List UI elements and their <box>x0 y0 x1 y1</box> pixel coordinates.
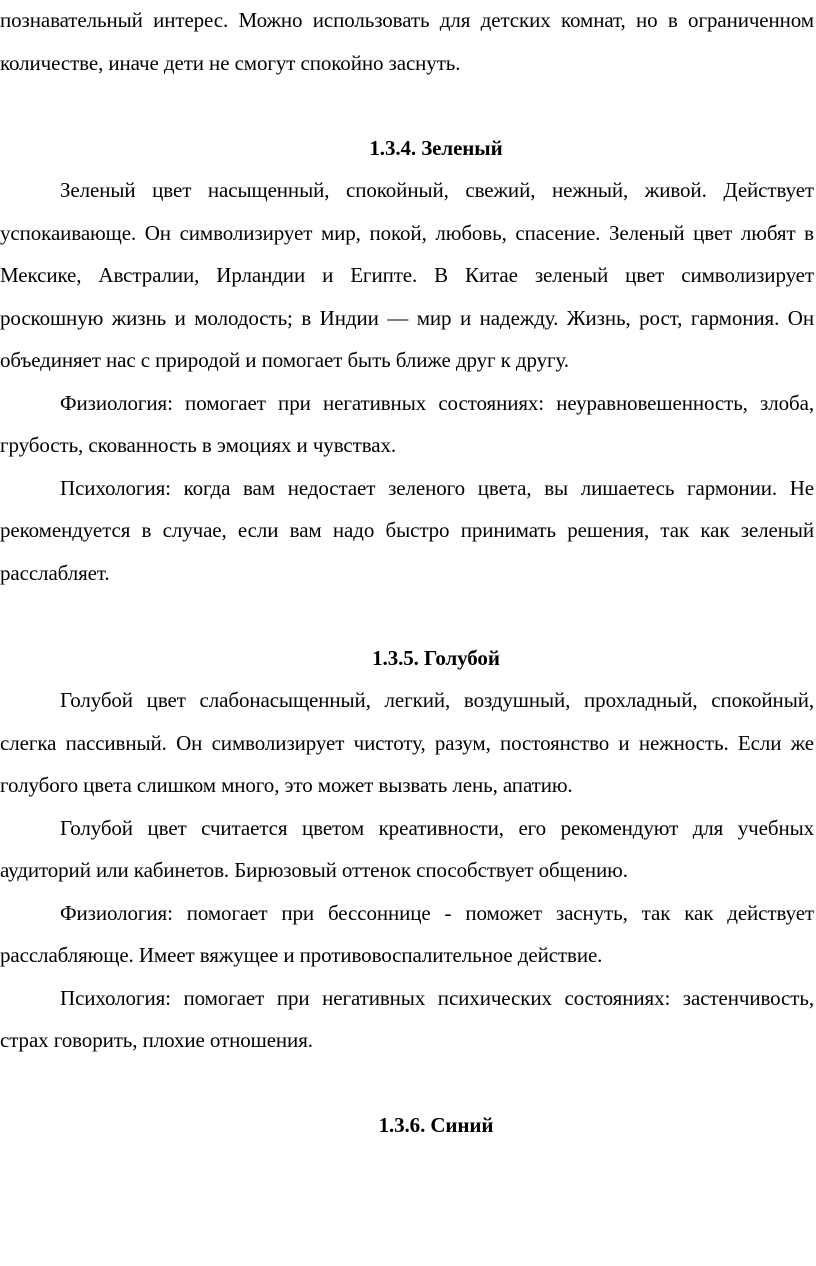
paragraph-green-psychology: Психология: когда вам недостает зеленого цвета, вы лишаетесь гармонии. Не рекомендуется в случае, если вам надо быстро принимать решения, так как зеленый расслабляет. <box>0 475 814 585</box>
paragraph-lightblue-description: Голубой цвет слабонасыщенный, легкий, воздушный, прохладный, спокойный, слегка пассивный. Он символизирует чистоту, разум, постоянство и нежность. Если же голубого цвета слишком много, это может вызвать лень, апатию. <box>0 688 814 797</box>
paragraph-green-description: Зеленый цвет насыщенный, спокойный, свежий, нежный, живой. Действует успокаивающе. Он символизирует мир, покой, любовь, спасение. Зеленый цвет любят в Мексике, Австралии, Ирландии и Египте. В Китае зеленый цвет символизирует роскошную жизнь и молодость; в Индии — мир и надежду. Жизнь, рост, гармония. Он объединяет нас с природой и помогает быть ближе друг к другу. <box>0 178 814 372</box>
paragraph-green-physiology: Физиология: помогает при негативных состояниях: неуравновешенность, злоба, грубость, скованность в эмоциях и чувствах. <box>0 390 814 457</box>
blank-line <box>0 594 814 637</box>
paragraph-continuation: познавательный интерес. Можно использовать для детских комнат, но в ограниченном количестве, иначе дети не смогут спокойно заснуть. <box>0 8 814 75</box>
paragraph-lightblue-psychology: Психология: помогает при негативных психических состояниях: застенчивость, страх говорить, плохие отношения. <box>0 985 814 1052</box>
section-heading-blue: 1.3.6. Синий <box>378 1113 494 1137</box>
blank-line <box>0 1062 814 1105</box>
paragraph-lightblue-physiology: Физиология: помогает при бессоннице - поможет заснуть, так как действует расслабляюще. Имеет вяжущее и противовоспалительное действие. <box>0 900 814 967</box>
section-heading-lightblue: 1.3.5. Голубой <box>372 645 500 670</box>
section-heading-green: 1.3.4. Зеленый <box>369 135 503 160</box>
paragraph-lightblue-creativity: Голубой цвет считается цветом креативности, его рекомендуют для учебных аудиторий или кабинетов. Бирюзовый оттенок способствует общению. <box>0 815 814 882</box>
blank-line <box>0 84 814 127</box>
